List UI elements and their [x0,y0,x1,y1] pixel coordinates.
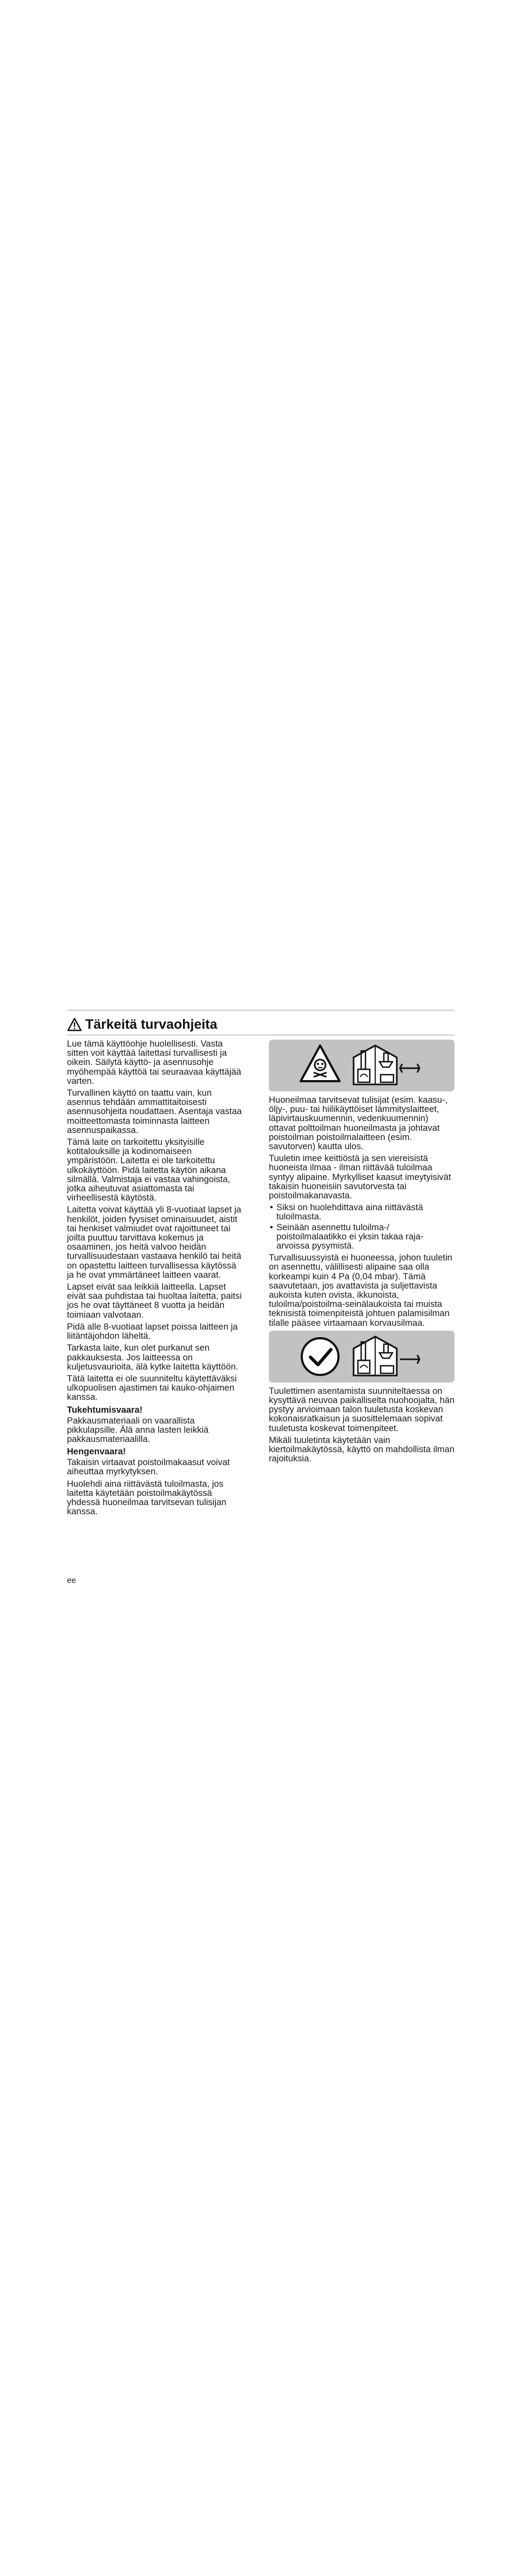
warning-fireplace-hood-icon [294,1042,429,1089]
section-heading [67,1015,455,1034]
left-column [67,1040,245,1519]
paragraph: Takaisin virtaavat poistoilmakaasut voivat aiheuttaa myrkytyksen. [67,1458,230,1477]
warning-subheading: Tukehtumisvaara! [67,1405,143,1415]
illustration-box [269,1040,455,1091]
paragraph: Laitetta voivat käyttää yli 8-vuotiaat lapset ja henkilöt, joiden fyysiset ominaisuudet, aistit tai henkiset valmiudet ovat rajoittuneet tai joilta puuttuu tarvittava kokemus ja osaaminen, jos heitä valvoo heidän turvallisuudestaan vastaava henkilö tai heitä on opastettu laitteen turvallisessa käytössä ja he ovat ymmärtäneet laitteen vaarat. [67,1205,241,1280]
paragraph: Lue tämä käyttöohje huolellisesti. Vasta sitten voit käyttää laitettasi turvallisesti ja oikein. Säilytä käyttö- ja asennusohje myöhempää käyttöä tai seuraavaa käyttäjää varten. [67,1039,241,1086]
paragraph: Turvallinen käyttö on taattu vain, kun asennus tehdään ammattitaitoisesti asennusohjeita noudattaen. Asentaja vastaa moitteettomasta toiminnasta laitteen asennuspaikassa. [67,1088,242,1135]
paragraph: Pidä alle 8-vuotiaat lapset poissa laitteen ja liitäntäjohdon läheltä. [67,1321,238,1341]
right-column [269,1040,455,1467]
paragraph: Mikäli tuuletinta käytetään vain kiertoilmakäytössä, käyttö on mahdollista ilman rajoituksia. [269,1435,455,1464]
paragraph: Tämä laite on tarkoitettu yksityisille kotitalouksille ja kodinomaiseen ympäristöön. Laitetta ei ole tarkoitettu ulkokäyttöön. Pidä laitetta käytön aikana silmällä. Valmistaja ei vastaa vahingoista, jotka aiheutuvat asiattomasta tai virheellisestä käytöstä. [67,1137,231,1203]
paragraph: Pakkausmateriaali on vaarallista pikkulapsille. Älä anna lasten leikkiä pakkausmateriaalilla. [67,1415,209,1444]
paragraph: Tarkasta laite, kun olet purkanut sen pakkauksesta. Jos laitteessa on kuljetusvaurioita, älä kytke laitetta käyttöön. [67,1343,239,1372]
illustration-box [269,1331,455,1383]
section-title: Tärkeitä turvaohjeita [85,1016,218,1032]
paragraph: Turvallisuussyistä ei huoneessa, johon tuuletin on asennettu, välillisesti alipaine saa olla korkeampi kuin 4 Pa (0,04 mbar). Tämä saavutetaan, jos avattavista ja suljettavista aukoista kuten ovista, ikkunoista, tuloilma/poistoilma-seinälaukoista tai muista teknisistä toimenpiteistä johtuen palamisilman tilalle pääsee virtaamaan korvausilmaa. [269,1253,452,1328]
warning-subheading: Hengenvaara! [67,1447,126,1457]
list-item: • Seinään asennettu tuloilma-/ poistoilmalaatikko ei yksin takaa raja-arvoissa pysymistä. [269,1223,455,1251]
page-label: ee [67,1576,76,1585]
paragraph: Lapset eivät saa leikkiä laitteella. Lapset eivät saa puhdistaa tai huoltaa laitetta, paitsi jos he ovat täyttäneet 8 vuotta ja heidän toimiaan valvotaan. [67,1282,242,1320]
paragraph: Tätä laitetta ei ole suunniteltu käytettäväksi ulkopuolisen ajastimen tai kauko-ohjaimen kanssa. [67,1373,237,1402]
bullet-list [269,1203,455,1251]
approved-fireplace-hood-icon [294,1333,429,1380]
warning-triangle-icon [67,1017,82,1031]
paragraph: Tuulettimen asentamista suunniteltaessa on kysyttävä neuvoa paikalliselta nuohoojalta, hän pystyy arvioimaan talon tuuletusta koskevan kokonaisratkaisun ja suosittelemaan sopivat tuuletusta koskevat toimenpiteet. [269,1386,455,1433]
paragraph: Tuuletin imee keittiöstä ja sen viereisistä huoneista ilmaa - ilman riittävää tuloilmaa syntyy alipaine. Myrkylliset kaasut imeytyisivät takaisin huoneisiin savutorvesta tai poistoilmakanavasta. [269,1154,451,1201]
paragraph: Huolehdi aina riittävästä tuloilmasta, jos laitetta käytetään poistoilmakäytössä yhdessä huoneilmaa tarvitsevan tulisijan kanssa. [67,1479,227,1517]
paragraph: Huoneilmaa tarvitsevat tulisijat (esim. kaasu-, öljy-, puu- tai hiilikäyttöiset lämmityslaitteet, läpivirtauskuumennin, vedenkuumennin) ottavat polttoilman huoneilmasta ja johtavat poistoilman poistoilmalaitteen (esim. savutorven) kautta ulos. [269,1095,448,1152]
list-item: • Siksi on huolehdittava aina riittävästä tuloilmasta. [269,1203,455,1222]
